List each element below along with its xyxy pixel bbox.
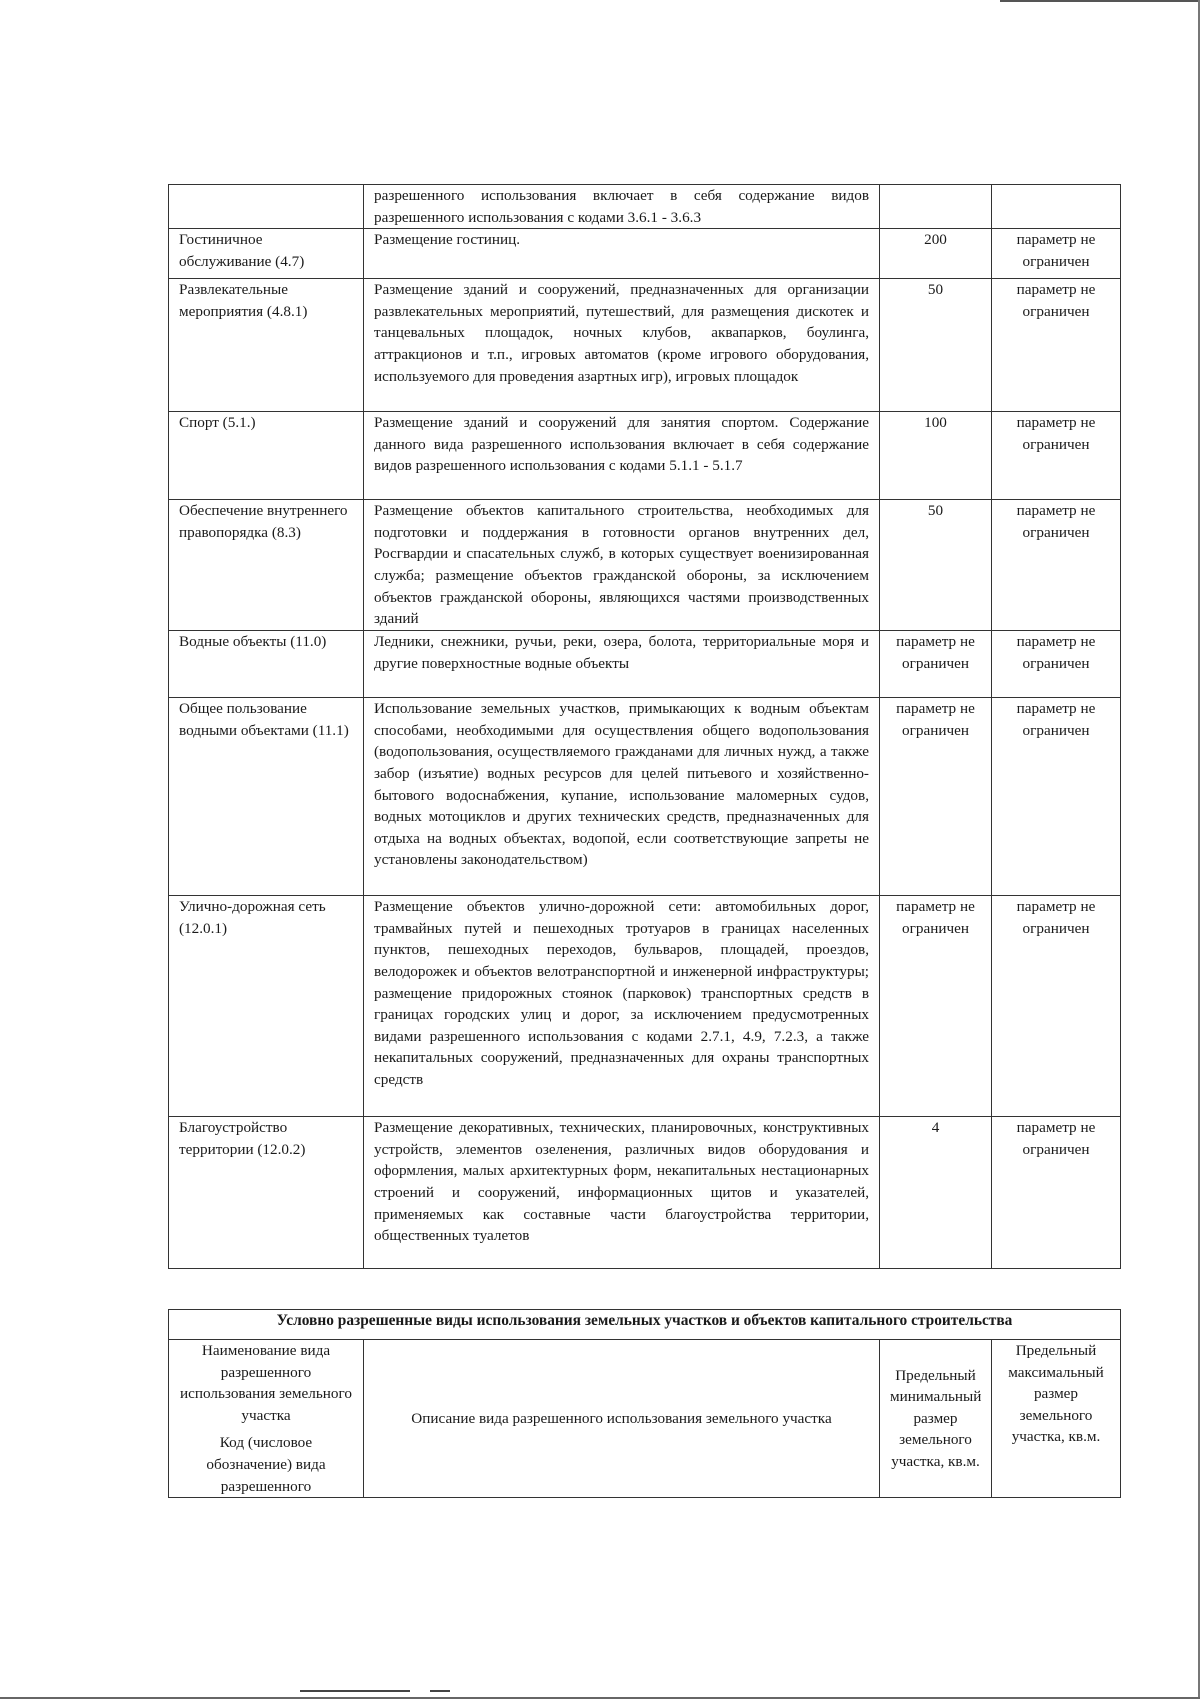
table-row	[169, 896, 1121, 1117]
use-name-cell: Развлекательные мероприятия (4.8.1)	[169, 279, 364, 412]
table-row	[169, 185, 1121, 229]
table-row	[169, 412, 1121, 500]
use-name-cell: Благоустройство территории (12.0.2)	[169, 1117, 364, 1269]
table-row	[169, 631, 1121, 698]
use-description-cell: Ледники, снежники, ручьи, реки, озера, болота, территориальные моря и другие поверхностные водные объекты	[364, 631, 880, 698]
table-row	[169, 698, 1121, 896]
min-size-cell: 100	[880, 412, 992, 500]
use-description-cell: разрешенного использования включает в себя содержание видов разрешенного использования с кодами 3.6.1 - 3.6.3	[364, 185, 880, 229]
name-column-label: Наименование вида разрешенного использования земельного участка	[180, 1342, 352, 1424]
max-size-cell: параметр не ограничен	[992, 500, 1121, 631]
use-description-cell: Размещение зданий и сооружений для занятия спортом. Содержание данного вида разрешенного использования включает в себя содержание видов разрешенного использования с кодами 5.1.1 - 5.1.7	[364, 412, 880, 500]
max-size-cell: параметр не ограничен	[992, 1117, 1121, 1269]
min-size-cell: 4	[880, 1117, 992, 1269]
scan-mark	[300, 1690, 410, 1692]
name-column-header	[169, 1340, 364, 1498]
max-size-cell: параметр не ограничен	[992, 229, 1121, 279]
code-column-label: Код (числовое обозначение) вида разрешенного	[206, 1434, 326, 1495]
max-size-cell	[992, 185, 1121, 229]
scan-edge-top	[1000, 0, 1200, 2]
use-name-cell: Спорт (5.1.)	[169, 412, 364, 500]
min-size-cell: 50	[880, 279, 992, 412]
table-row	[169, 229, 1121, 279]
scan-mark	[430, 1690, 450, 1692]
permitted-use-table	[168, 184, 1121, 1269]
conditional-use-table	[168, 1309, 1121, 1498]
min-size-column-header: Предельный минимальный размер земельного участка, кв.м.	[880, 1340, 992, 1498]
min-size-cell	[880, 185, 992, 229]
min-size-cell: параметр не ограничен	[880, 698, 992, 896]
max-size-cell: параметр не ограничен	[992, 279, 1121, 412]
use-description-cell: Размещение гостиниц.	[364, 229, 880, 279]
max-size-cell: параметр не ограничен	[992, 631, 1121, 698]
use-name-cell: Обеспечение внутреннего правопорядка (8.3)	[169, 500, 364, 631]
use-description-cell: Размещение зданий и сооружений, предназначенных для организации развлекательных мероприятий, путешествий, для размещения дискотек и танцевальных площадок, ночных клубов, аквапарков, боулинга, аттракционов и т.п., игровых автоматов (кроме игрового оборудования, используемого для проведения азартных игр), игровых площадок	[364, 279, 880, 412]
min-size-cell: 200	[880, 229, 992, 279]
table-row	[169, 279, 1121, 412]
use-description-cell: Размещение декоративных, технических, планировочных, конструктивных устройств, элементов озеленения, различных видов оборудования и оформления, малых архитектурных форм, некапитальных нестационарных строений и сооружений, информационных щитов и указателей, применяемых как составные части благоустройства территории, общественных туалетов	[364, 1117, 880, 1269]
use-name-cell	[169, 185, 364, 229]
min-size-cell: параметр не ограничен	[880, 631, 992, 698]
min-size-cell: параметр не ограничен	[880, 896, 992, 1117]
table-row	[169, 500, 1121, 631]
max-size-cell: параметр не ограничен	[992, 896, 1121, 1117]
use-description-cell: Использование земельных участков, примыкающих к водным объектам способами, необходимыми для осуществления общего водопользования (водопользования, осуществляемого гражданами для личных нужд, а также забор (изъятие) водных ресурсов для целей питьевого и хозяйственно-бытового водоснабжения, купание, использование маломерных судов, водных мотоциклов и других технических средств, предназначенных для отдыха на водных объектах, водопой, если соответствующие запреты не установлены законодательством)	[364, 698, 880, 896]
use-name-cell: Общее пользование водными объектами (11.1)	[169, 698, 364, 896]
max-size-cell: параметр не ограничен	[992, 698, 1121, 896]
table-header-row	[169, 1340, 1121, 1498]
use-description-cell: Размещение объектов капитального строительства, необходимых для подготовки и поддержания в готовности органов внутренних дел, Росгвардии и спасательных служб, в которых существует военизированная служба; размещение объектов гражданской обороны, за исключением объектов гражданской обороны, являющихся частями производственных зданий	[364, 500, 880, 631]
use-description-cell: Размещение объектов улично-дорожной сети: автомобильных дорог, трамвайных путей и пешеходных тротуаров в границах населенных пунктов, пешеходных переходов, бульваров, площадей, проездов, велодорожек и объектов велотранспортной и инженерной инфраструктуры; размещение придорожных стоянок (парковок) транспортных средств в границах городских улиц и дорог, за исключением предусмотренных видами разрешенного использования с кодами 2.7.1, 4.9, 7.2.3, а также некапитальных сооружений, предназначенных для охраны транспортных средств	[364, 896, 880, 1117]
description-column-header: Описание вида разрешенного использования земельного участка	[364, 1340, 880, 1498]
conditional-table-title: Условно разрешенные виды использования земельных участков и объектов капитального строительства	[169, 1310, 1121, 1340]
use-name-cell: Гостиничное обслуживание (4.7)	[169, 229, 364, 279]
max-size-cell: параметр не ограничен	[992, 412, 1121, 500]
use-name-cell: Улично-дорожная сеть (12.0.1)	[169, 896, 364, 1117]
table-title-row	[169, 1310, 1121, 1340]
max-size-column-header: Предельный максимальный размер земельного участка, кв.м.	[992, 1340, 1121, 1498]
min-size-cell: 50	[880, 500, 992, 631]
table-row	[169, 1117, 1121, 1269]
use-name-cell: Водные объекты (11.0)	[169, 631, 364, 698]
